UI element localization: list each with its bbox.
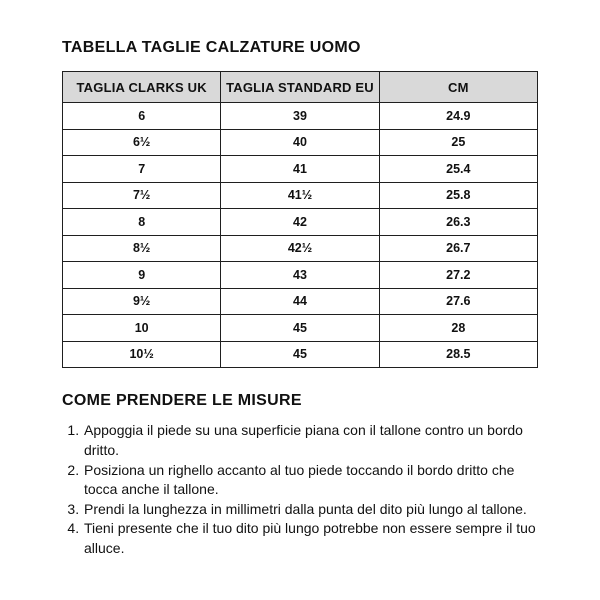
size-cell-uk: 10 [63, 315, 221, 342]
size-table-header-row [63, 72, 538, 103]
instruction-item: 2. Posiziona un righello accanto al tuo piede toccando il bordo dritto che tocca anche il tallone. [83, 461, 550, 500]
instruction-item: 4. Tieni presente che il tuo dito più lungo potrebbe non essere sempre il tuo alluce. [83, 519, 550, 558]
page-title: TABELLA TAGLIE CALZATURE UOMO [62, 39, 361, 56]
instruction-item: 3. Prendi la lunghezza in millimetri dalla punta del dito più lungo al tallone. [83, 500, 550, 520]
column-header-taglia-standard-eu: TAGLIA STANDARD EU [221, 72, 379, 103]
size-cell-cm: 25.8 [379, 182, 537, 209]
size-cell-cm: 25 [379, 129, 537, 156]
size-cell-cm: 27.6 [379, 288, 537, 315]
size-cell-uk: 9½ [63, 288, 221, 315]
size-cell-uk: 10½ [63, 341, 221, 368]
size-guide-page [62, 38, 550, 559]
size-cell-cm: 25.4 [379, 156, 537, 183]
size-cell-eu: 42 [221, 209, 379, 236]
size-cell-cm: 28.5 [379, 341, 537, 368]
size-cell-eu: 39 [221, 103, 379, 130]
size-cell-uk: 6½ [63, 129, 221, 156]
section-title-measure: COME PRENDERE LE MISURE [62, 392, 302, 410]
size-cell-cm: 27.2 [379, 262, 537, 289]
size-cell-eu: 43 [221, 262, 379, 289]
size-cell-eu: 40 [221, 129, 379, 156]
column-header-cm: CM [379, 72, 537, 103]
table-row [63, 288, 538, 315]
size-cell-uk: 9 [63, 262, 221, 289]
size-cell-uk: 6 [63, 103, 221, 130]
size-table [62, 71, 538, 368]
size-cell-uk: 7 [63, 156, 221, 183]
size-cell-eu: 42½ [221, 235, 379, 262]
size-cell-eu: 45 [221, 315, 379, 342]
table-row [63, 235, 538, 262]
size-cell-uk: 8 [63, 209, 221, 236]
measure-instructions-list [62, 421, 550, 558]
size-cell-cm: 24.9 [379, 103, 537, 130]
size-cell-cm: 26.3 [379, 209, 537, 236]
table-row [63, 315, 538, 342]
size-cell-cm: 28 [379, 315, 537, 342]
table-row [63, 341, 538, 368]
size-cell-uk: 8½ [63, 235, 221, 262]
size-table-body [63, 103, 538, 368]
size-cell-eu: 41½ [221, 182, 379, 209]
size-cell-uk: 7½ [63, 182, 221, 209]
size-cell-eu: 45 [221, 341, 379, 368]
instruction-item: 1. Appoggia il piede su una superficie piana con il tallone contro un bordo dritto. [83, 421, 550, 460]
size-cell-eu: 44 [221, 288, 379, 315]
size-cell-cm: 26.7 [379, 235, 537, 262]
column-header-taglia-clarks-uk: TAGLIA CLARKS UK [63, 72, 221, 103]
table-row [63, 129, 538, 156]
table-row [63, 103, 538, 130]
table-row [63, 182, 538, 209]
size-cell-eu: 41 [221, 156, 379, 183]
table-row [63, 156, 538, 183]
table-row [63, 209, 538, 236]
table-row [63, 262, 538, 289]
